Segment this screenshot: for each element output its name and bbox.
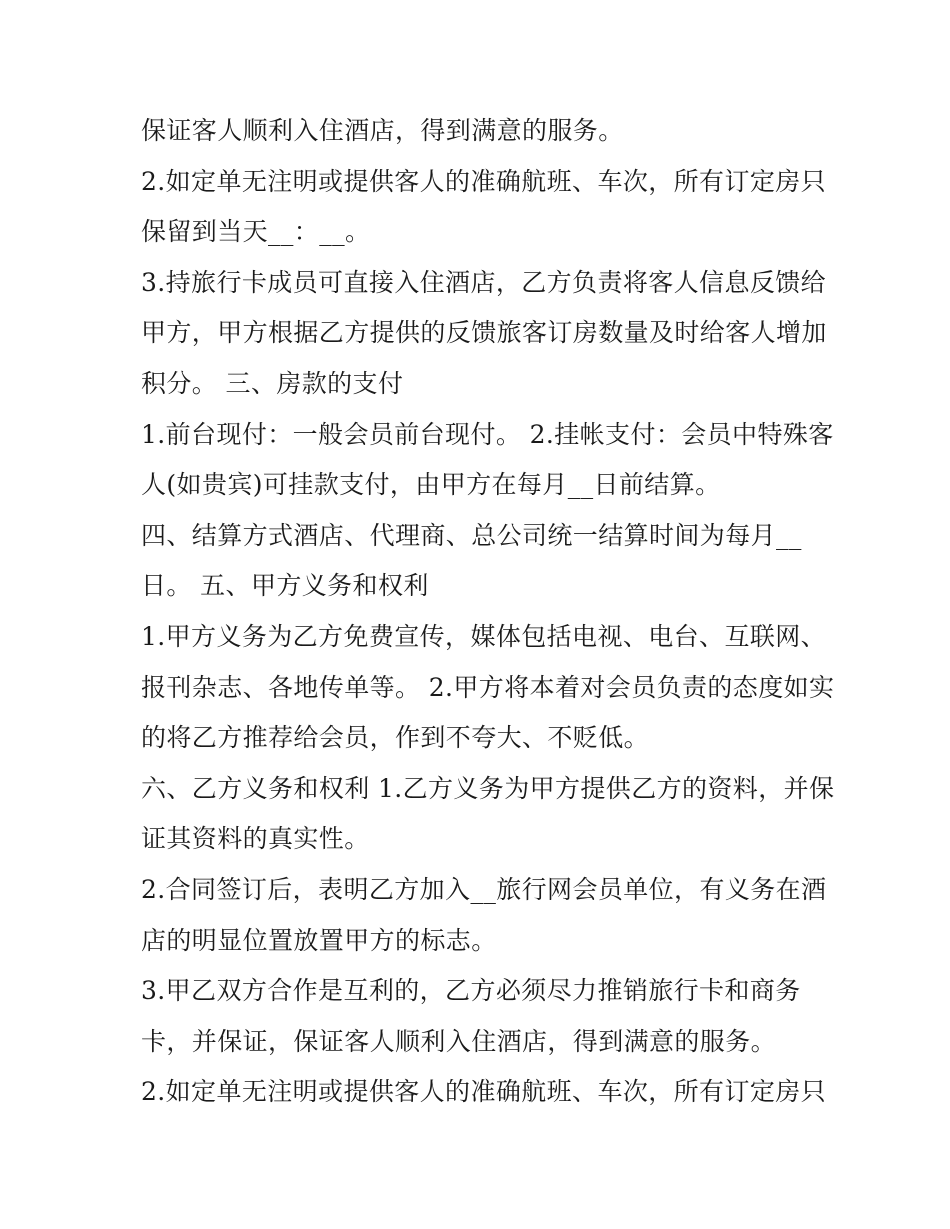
text-line: 1.甲方义务为乙方免费宣传，媒体包括电视、电台、互联网、 (141, 621, 827, 651)
text-line: 1.前台现付：一般会员前台现付。 2.挂帐支付：会员中特殊客 (141, 419, 834, 449)
text-line: 甲方，甲方根据乙方提供的反馈旅客订房数量及时给客人增加 (141, 318, 827, 348)
text-line: 证其资料的真实性。 (141, 824, 370, 854)
text-line: 四、结算方式酒店、代理商、总公司统一结算时间为每月__ (141, 520, 802, 550)
text-line: 报刊杂志、各地传单等。 2.甲方将本着对会员负责的态度如实 (141, 672, 835, 702)
text-line: 的将乙方推荐给会员，作到不夸大、不贬低。 (141, 723, 650, 753)
text-line: 卡，并保证，保证客人顺利入住酒店，得到满意的服务。 (141, 1026, 777, 1056)
text-line: 2.如定单无注明或提供客人的准确航班、车次，所有订定房只 (141, 166, 827, 196)
text-line: 3.持旅行卡成员可直接入住酒店，乙方负责将客人信息反馈给 (141, 267, 827, 297)
text-line: 人(如贵宾)可挂款支付，由甲方在每月__日前结算。 (141, 470, 721, 500)
document-body (141, 106, 835, 1118)
text-line: 积分。 三、房款的支付 (141, 368, 404, 398)
text-line: 日。 五、甲方义务和权利 (141, 571, 429, 601)
text-line: 六、乙方义务和权利 1.乙方义务为甲方提供乙方的资料，并保 (141, 773, 835, 803)
text-line: 店的明显位置放置甲方的标志。 (141, 925, 497, 955)
text-line: 2.如定单无注明或提供客人的准确航班、车次，所有订定房只 (141, 1077, 827, 1107)
text-line: 保证客人顺利入住酒店，得到满意的服务。 (141, 116, 624, 145)
text-line: 3.甲乙双方合作是互利的，乙方必须尽力推销旅行卡和商务 (141, 976, 801, 1006)
text-line: 保留到当天__：__。 (141, 217, 371, 247)
text-line: 2.合同签订后，表明乙方加入__旅行网会员单位，有义务在酒 (141, 874, 827, 904)
